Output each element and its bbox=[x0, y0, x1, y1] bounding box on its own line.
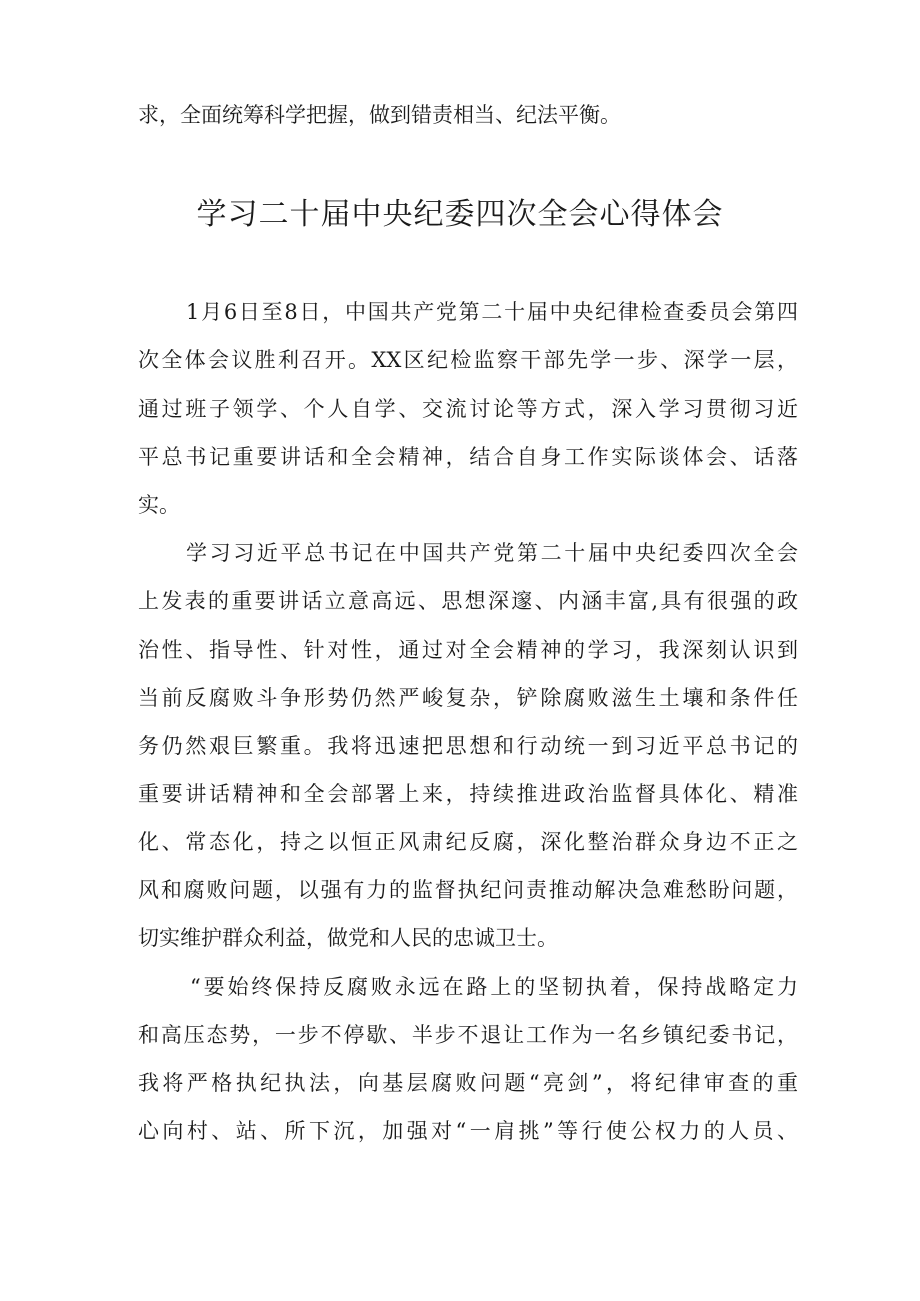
paragraph-line: 务仍然艰巨繁重。我将迅速把思想和行动统一到习近平总书记的 bbox=[138, 734, 798, 758]
paragraph-line: 治性、指导性、针对性，通过对全会精神的学习，我深刻认识到 bbox=[138, 638, 798, 662]
paragraph-line: 学习习近平总书记在中国共产党第二十届中央纪委四次全会 bbox=[186, 541, 798, 565]
paragraph-line: “要始终保持反腐败永远在路上的坚韧执着，保持战略定力 bbox=[190, 975, 798, 999]
paragraph-line: 次全体会议胜利召开。XX区纪检监察干部先学一步、深学一层， bbox=[138, 348, 798, 372]
paragraph-line: 化、常态化，持之以恒正风肃纪反腐，深化整治群众身边不正之 bbox=[138, 830, 798, 854]
paragraph-line: 切实维护群众利益，做党和人民的忠诚卫士。 bbox=[138, 926, 558, 950]
paragraph-line: 和高压态势，一步不停歇、半步不退让工作为一名乡镇纪委书记， bbox=[138, 1023, 798, 1047]
carryover-line: 求，全面统筹科学把握，做到错责相当、纪法平衡。 bbox=[138, 103, 621, 127]
paragraph-line: 实。 bbox=[138, 493, 180, 517]
paragraph-line: 我将严格执纪执法，向基层腐败问题“亮剑”，将纪律审查的重 bbox=[138, 1071, 798, 1095]
paragraph-line: 1月6日至8日，中国共产党第二十届中央纪律检查委员会第四 bbox=[186, 300, 798, 324]
paragraph-line: 上发表的重要讲话立意高远、思想深邃、内涵丰富,具有很强的政 bbox=[138, 589, 798, 613]
paragraph-line: 平总书记重要讲话和全会精神，结合自身工作实际谈体会、话落 bbox=[138, 445, 798, 469]
paragraph-line: 重要讲话精神和全会部署上来，持续推进政治监督具体化、精准 bbox=[138, 782, 798, 806]
paragraph-line: 风和腐败问题，以强有力的监督执纪问责推动解决急难愁盼问题， bbox=[138, 878, 798, 902]
paragraph-line: 当前反腐败斗争形势仍然严峻复杂，铲除腐败滋生土壤和条件任 bbox=[138, 686, 798, 710]
paragraph-line: 通过班子领学、个人自学、交流讨论等方式，深入学习贯彻习近 bbox=[138, 397, 798, 421]
paragraph-line: 心向村、站、所下沉，加强对“一肩挑”等行使公权力的人员、 bbox=[138, 1119, 798, 1143]
document-title: 学习二十届中央纪委四次全会心得体会 bbox=[196, 197, 724, 232]
